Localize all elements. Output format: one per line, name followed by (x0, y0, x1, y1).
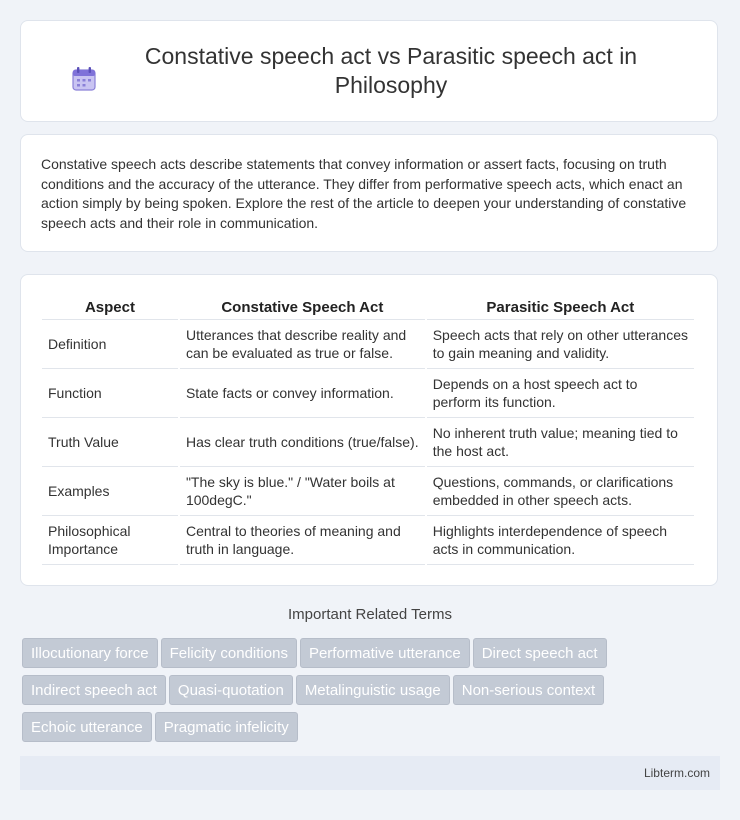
table-row (42, 467, 694, 516)
comparison-card (20, 274, 718, 586)
related-term-tag[interactable]: Echoic utterance (22, 712, 152, 742)
related-terms-heading: Important Related Terms (288, 606, 452, 623)
table-row (42, 418, 694, 467)
row-constative: Has clear truth conditions (true/false). (180, 418, 425, 467)
related-term-tag[interactable]: Quasi-quotation (169, 675, 293, 705)
intro-paragraph: Constative speech acts describe statements that convey information or assert facts, focusing on truth conditions and the accuracy of the utterance. They differ from performative speech acts, which enact an action simply by being spoken. Explore the rest of the article to deepen your understanding of constative speech acts and their role in communication. (41, 156, 687, 231)
title-wrap (69, 42, 669, 100)
row-aspect: Function (42, 369, 178, 418)
row-constative: State facts or convey information. (180, 369, 425, 418)
header-aspect: Aspect (42, 295, 178, 320)
row-parasitic: Depends on a host speech act to perform its function. (427, 369, 694, 418)
table-header-row (42, 295, 694, 320)
footer (20, 756, 720, 790)
related-term-tag[interactable]: Performative utterance (300, 638, 470, 668)
row-constative: Utterances that describe reality and can be evaluated as true or false. (180, 320, 425, 369)
row-parasitic: No inherent truth value; meaning tied to the host act. (427, 418, 694, 467)
row-aspect: Definition (42, 320, 178, 369)
table-row (42, 369, 694, 418)
table-row (42, 320, 694, 369)
comparison-table (40, 295, 696, 565)
related-term-tag[interactable]: Direct speech act (473, 638, 607, 668)
related-term-tag[interactable]: Indirect speech act (22, 675, 166, 705)
row-aspect: Examples (42, 467, 178, 516)
header-parasitic: Parasitic Speech Act (427, 295, 694, 320)
row-constative: "The sky is blue." / "Water boils at 100degC." (180, 467, 425, 516)
row-parasitic: Questions, commands, or clarifications embedded in other speech acts. (427, 467, 694, 516)
related-terms-list (22, 638, 722, 749)
row-parasitic: Highlights interdependence of speech acts in communication. (427, 516, 694, 565)
footer-site-link[interactable]: Libterm.com (643, 766, 710, 780)
header-constative: Constative Speech Act (180, 295, 425, 320)
related-term-tag[interactable]: Pragmatic infelicity (155, 712, 298, 742)
calendar-icon (69, 42, 113, 99)
related-term-tag[interactable]: Non-serious context (453, 675, 604, 705)
intro-card (20, 134, 718, 252)
related-term-tag[interactable]: Metalinguistic usage (296, 675, 450, 705)
row-aspect: Truth Value (42, 418, 178, 467)
page-title: Constative speech act vs Parasitic speech act in Philosophy (144, 43, 638, 98)
row-parasitic: Speech acts that rely on other utterances to gain meaning and validity. (427, 320, 694, 369)
related-term-tag[interactable]: Illocutionary force (22, 638, 158, 668)
row-aspect: Philosophical Importance (42, 516, 178, 565)
related-term-tag[interactable]: Felicity conditions (161, 638, 297, 668)
table-row (42, 516, 694, 565)
row-constative: Central to theories of meaning and truth in language. (180, 516, 425, 565)
title-card (20, 20, 718, 122)
